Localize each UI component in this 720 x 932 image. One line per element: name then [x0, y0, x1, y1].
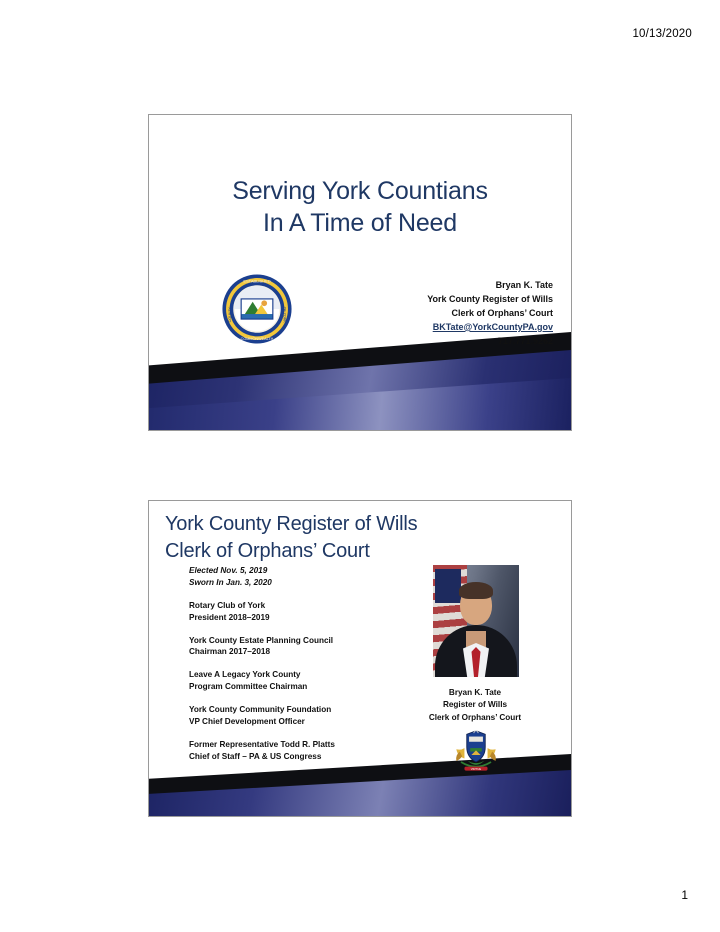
bio-item [189, 565, 394, 589]
slide1-title [149, 175, 571, 239]
bio-item [189, 669, 394, 693]
presenter-role-2: Clerk of Orphans’ Court [451, 307, 553, 318]
page-number: 1 [681, 888, 688, 902]
bio-item [189, 704, 394, 728]
portrait-role-2: Clerk of Orphans’ Court [428, 712, 522, 722]
slide2-title [165, 511, 417, 565]
presenter-name: Bryan K. Tate [495, 280, 553, 290]
bio-item-line2: Chief of Staff – PA & US Congress [189, 751, 322, 761]
bio-item-line1: Former Representative Todd R. Platts [189, 739, 335, 749]
svg-text:OF YORK: OF YORK [282, 306, 287, 323]
bio-item-line2: Program Committee Chairman [189, 682, 308, 692]
bio-item-line1: Leave A Legacy York County [189, 670, 301, 680]
bio-item-line1: York County Estate Planning Council [189, 635, 334, 645]
portrait-caption [401, 687, 549, 724]
photo-hair [459, 582, 493, 599]
portrait-name: Bryan K. Tate [448, 688, 502, 697]
slide1-title-line2: In A Time of Need [263, 209, 457, 237]
presenter-role-1: York County Register of Wills [427, 293, 553, 304]
bio-item-line2: Chairman 2017–2018 [189, 647, 271, 657]
page-date: 10/13/2020 [632, 28, 692, 40]
slide-title [148, 114, 572, 431]
bio-item-line1: Rotary Club of York [189, 600, 266, 610]
slide1-title-line1: Serving York Countians [232, 177, 488, 205]
bio-item-line1: Elected Nov. 5, 2019 [189, 566, 268, 575]
bio-item-line1: York County Community Foundation [189, 705, 332, 715]
svg-text:COUNTY: COUNTY [228, 307, 233, 323]
slide-biography [148, 500, 572, 817]
bio-item [189, 600, 394, 624]
svg-text:ESTABLISHED: ESTABLISHED [243, 278, 271, 284]
slide1-contact-block [427, 279, 553, 349]
svg-text:VIRTUE: VIRTUE [470, 767, 482, 772]
bio-item [189, 739, 394, 763]
presenter-phone: 717.771.9262 [497, 335, 553, 346]
slide2-title-line2: Clerk of Orphans’ Court [165, 539, 370, 562]
presenter-email-link[interactable]: BKTate@YorkCountyPA.gov [432, 321, 553, 332]
pennsylvania-coat-of-arms-icon [447, 725, 505, 777]
portrait-role-1: Register of Wills [442, 700, 508, 710]
york-county-seal-icon [221, 273, 293, 345]
portrait-photo [433, 565, 519, 677]
bio-item-line2: VP Chief Development Officer [189, 717, 305, 727]
bio-item [189, 635, 394, 659]
slide2-bio-list [189, 565, 394, 774]
slide2-title-line1: York County Register of Wills [165, 513, 418, 535]
bio-item-line2: Sworn In Jan. 3, 2020 [189, 577, 272, 587]
bio-item-line2: President 2018–2019 [189, 612, 270, 622]
us-flag-canton [435, 569, 461, 603]
svg-text:COMMONWEALTH: COMMONWEALTH [240, 336, 274, 341]
